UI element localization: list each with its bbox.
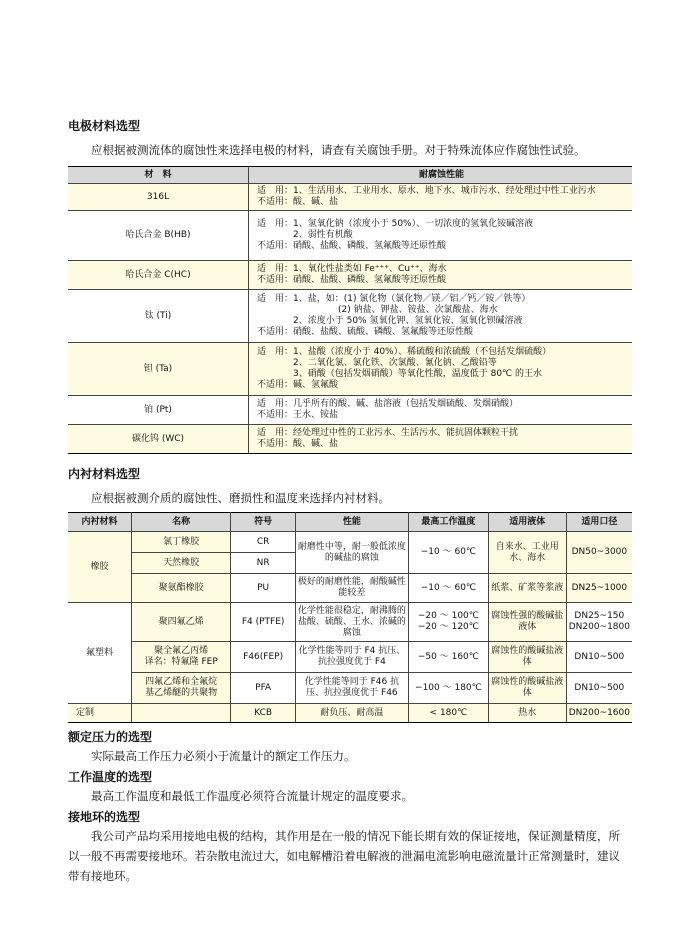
lining-liquid: 自来水、工业用水、海水	[488, 532, 566, 574]
corrosion-cell	[249, 184, 633, 211]
caliber-line: DN200~1800	[568, 622, 630, 632]
name-line: 聚全氟乙丙烯	[154, 646, 209, 656]
table-row	[68, 396, 632, 425]
lining-name	[132, 642, 231, 673]
lining-temperature: < 180℃	[408, 704, 488, 723]
header-corrosion: 耐腐蚀性能	[249, 167, 633, 184]
table-row	[68, 425, 632, 454]
lining-temperature	[408, 603, 488, 642]
lining-property: 耐负压、耐高温	[295, 704, 408, 723]
lining-caliber: DN25~1000	[566, 574, 632, 603]
corrosion-cell	[249, 425, 633, 454]
corrosion-line: 适 用：1、盐，如：(1) 氯化物（氯化物／镁／铝／钙／铵／铁等）	[257, 294, 531, 304]
lining-group-rubber: 橡胶	[68, 532, 132, 603]
lining-caliber: DN10~500	[566, 642, 632, 673]
lining-property: 化学性能很稳定，耐沸腾的盐酸、硫酸、王水、浓碱的腐蚀	[295, 603, 408, 642]
corrosion-cell	[249, 211, 633, 261]
lining-name	[132, 704, 231, 723]
material-cell: 碳化钨 (WC)	[68, 425, 249, 454]
table-header-row	[68, 513, 632, 532]
table-row	[68, 184, 632, 211]
lining-symbol: CR	[231, 532, 296, 553]
material-cell: 哈氏合金 C(HC)	[68, 261, 249, 290]
corrosion-line: 适 用：经处理过中性的工业污水、生活污水、能抗固体颗粒干扰	[257, 428, 519, 438]
lining-group-custom: 定制	[68, 704, 132, 723]
lining-section-intro: 应根据被测介质的腐蚀性、磨损性和温度来选择内衬材料。	[91, 491, 390, 505]
header-symbol: 符号	[231, 513, 296, 532]
header-lining: 内衬材料	[68, 513, 132, 532]
header-material: 材 料	[68, 167, 249, 184]
lining-property: 极好的耐磨性能，耐酸碱性能较差	[295, 574, 408, 603]
corrosion-line: (2) 钠盐、钾盐、铵盐、次氯酸盐、海水	[257, 305, 498, 315]
table-row	[68, 603, 632, 642]
electrode-section-title: 电极材料选型	[68, 119, 141, 133]
header-property: 性能	[295, 513, 408, 532]
temperature-line: −20 ～ 120℃	[417, 622, 479, 632]
corrosion-line: 不适用：硝酸、盐酸、磷酸、氢氟酸等还原性酸	[257, 241, 447, 251]
material-cell: 316L	[68, 184, 249, 211]
ground-title: 接地环的选型	[68, 810, 141, 824]
lining-section-title: 内衬材料选型	[68, 467, 141, 481]
temperature-text: 最高工作温度和最低工作温度必须符合流量计规定的温度要求。	[91, 789, 413, 803]
corrosion-cell	[249, 343, 633, 396]
electrode-section-intro: 应根据被测流体的腐蚀性来选择电极的材料，请查有关腐蚀手册。对于特殊流体应作腐蚀性试验。	[91, 143, 586, 157]
pressure-title: 额定压力的选型	[68, 730, 153, 744]
lining-caliber: DN10~500	[566, 673, 632, 704]
corrosion-line: 不适用：王水、铵盐	[257, 410, 339, 420]
lining-liquid: 腐蚀性的酸碱盐液体	[488, 673, 566, 704]
corrosion-line: 不适用：酸、碱、盐	[257, 439, 339, 449]
corrosion-line: 适 用：1、氧化性盐类如 Fe⁺⁺⁺、Cu⁺⁺、海水	[257, 264, 447, 274]
corrosion-line: 不适用：硝酸、盐酸、磷酸、氢氟酸等还原性酸	[257, 275, 447, 285]
lining-temperature: −10 ～ 60℃	[408, 532, 488, 574]
ground-text-line: 我公司产品均采用接地电极的结构，其作用是在一般的情况下能长期有效的保证接地，保证测量精度，所	[91, 829, 620, 843]
lining-symbol: PU	[231, 574, 296, 603]
lining-symbol: F4 (PTFE)	[231, 603, 296, 642]
lining-property: 耐磨性中等，耐一般低浓度的碱盐的腐蚀	[295, 532, 408, 574]
corrosion-line: 不适用：碱、氢氟酸	[257, 380, 339, 390]
lining-symbol: PFA	[231, 673, 296, 704]
table-row	[68, 673, 632, 704]
corrosion-cell	[249, 261, 633, 290]
header-liquid: 适用液体	[488, 513, 566, 532]
corrosion-line: 适 用：1、生活用水、工业用水、原水、地下水、城市污水、经处理过中性工业污水	[257, 186, 596, 196]
header-caliber: 适用口径	[566, 513, 632, 532]
lining-property: 化学性能等同于 F4 抗压、抗拉强度优于 F4	[295, 642, 408, 673]
corrosion-line: 不适用：酸、碱、盐	[257, 197, 339, 207]
table-row	[68, 642, 632, 673]
material-cell: 钛 (Ti)	[68, 290, 249, 343]
corrosion-line: 不适用：硝酸、盐酸、硫酸、磷酸、氢氟酸等还原性酸	[257, 327, 474, 337]
electrode-material-table	[68, 166, 632, 454]
temperature-line: −20 ～ 100℃	[417, 611, 479, 621]
caliber-line: DN25~150	[574, 611, 625, 621]
lining-caliber: DN200~1600	[566, 704, 632, 723]
name-line: 译名：特氟隆 FEP	[144, 657, 218, 667]
lining-caliber	[566, 603, 632, 642]
lining-group-fluoro: 氟塑料	[68, 603, 132, 704]
lining-property: 化学性能等同于 F46 抗压、抗拉强度优于 F46	[295, 673, 408, 704]
lining-symbol: KCB	[231, 704, 296, 723]
corrosion-line: 2、浓度小于 50% 氢氧化钾、氢氧化铵、氢氧化钡碱溶液	[257, 316, 523, 326]
table-row	[68, 290, 632, 343]
lining-liquid: 纸浆、矿浆等浆液	[488, 574, 566, 603]
pressure-text: 实际最高工作压力必须小于流量计的额定工作压力。	[91, 749, 356, 763]
ground-text-line: 以一般不再需要接地环。若杂散电流过大，如电解槽沿着电解液的泄漏电流影响电磁流量计正常测量时，建议	[68, 849, 620, 863]
corrosion-line: 适 用：1、盐酸（浓度小于 40%）、稀硫酸和浓硫酸（不包括发烟硫酸）	[257, 347, 552, 357]
corrosion-line: 适 用：1、氢氧化钠（浓度小于 50%）、一切浓度的氢氧化铵碱溶液	[257, 219, 534, 229]
lining-liquid: 腐蚀性强的酸碱盐液体	[488, 603, 566, 642]
material-cell: 哈氏合金 B(HB)	[68, 211, 249, 261]
corrosion-line: 2、弱性有机酸	[257, 230, 353, 240]
lining-name: 氯丁橡胶	[132, 532, 231, 553]
header-temperature: 最高工作温度	[408, 513, 488, 532]
lining-liquid: 热水	[488, 704, 566, 723]
corrosion-line: 2、二氧化氯、氯化铁、次氯酸、氰化钠、乙酸铅等	[257, 358, 497, 368]
corrosion-line: 适 用：几乎所有的酸、碱、盐溶液（包括发烟硫酸、发烟硝酸）	[257, 399, 519, 409]
table-row	[68, 574, 632, 603]
lining-symbol: NR	[231, 553, 296, 574]
lining-caliber: DN50~3000	[566, 532, 632, 574]
table-header-row	[68, 167, 632, 184]
table-row	[68, 211, 632, 261]
lining-name: 聚四氟乙烯	[132, 603, 231, 642]
corrosion-line: 3、硝酸（包括发烟硝酸）等氧化性酸，温度低于 80℃ 的王水	[257, 369, 543, 379]
lining-name: 天然橡胶	[132, 553, 231, 574]
lining-material-table	[68, 512, 632, 723]
lining-symbol: F46(FEP)	[231, 642, 296, 673]
lining-name: 聚氨酯橡胶	[132, 574, 231, 603]
name-line: 基乙烯醚的共聚物	[145, 688, 218, 698]
temperature-title: 工作温度的选型	[68, 770, 153, 784]
name-line: 四氟乙烯和全氟烷	[145, 677, 218, 687]
corrosion-cell	[249, 290, 633, 343]
corrosion-cell	[249, 396, 633, 425]
lining-name	[132, 673, 231, 704]
material-cell: 钽 (Ta)	[68, 343, 249, 396]
lining-temperature: −100 ～ 180℃	[408, 673, 488, 704]
table-row	[68, 343, 632, 396]
lining-liquid: 腐蚀性的酸碱盐液体	[488, 642, 566, 673]
table-row	[68, 532, 632, 553]
lining-temperature: −10 ～ 60℃	[408, 574, 488, 603]
lining-temperature: −50 ～ 160℃	[408, 642, 488, 673]
table-row	[68, 261, 632, 290]
material-cell: 铂 (Pt)	[68, 396, 249, 425]
ground-text-line: 带有接地环。	[68, 869, 137, 883]
header-name: 名称	[132, 513, 231, 532]
table-row	[68, 704, 632, 723]
